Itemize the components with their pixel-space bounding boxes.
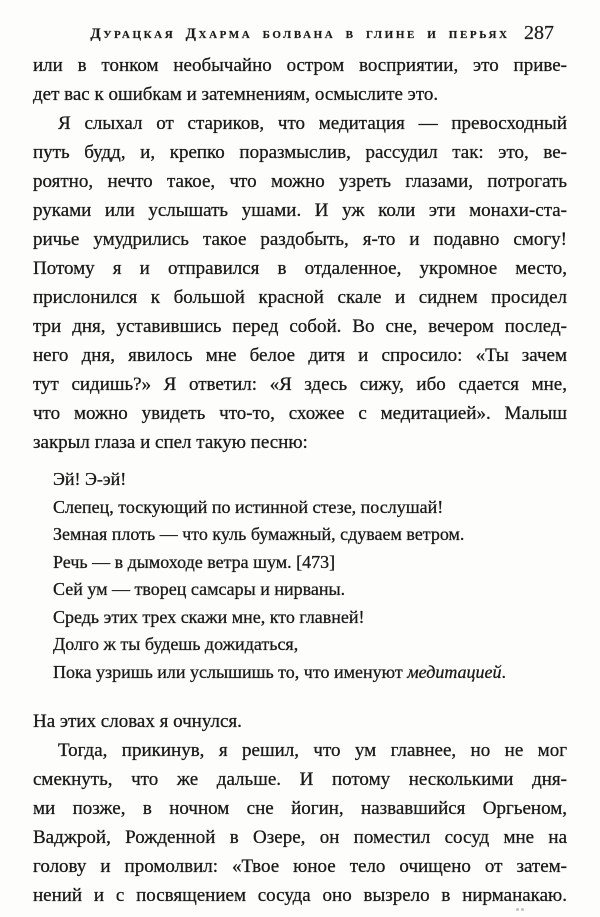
verse-block xyxy=(33,466,567,686)
text-segment: что можно увидеть что-то, схожее с медитацией». Малыш xyxy=(33,403,567,424)
text-segment: На этих словах я очнулся. xyxy=(33,711,242,732)
scan-artifact xyxy=(516,908,519,911)
text-segment: роятно, нечто такое, что можно узреть глазами, потрогать xyxy=(33,171,567,192)
text-line xyxy=(33,254,567,283)
running-header xyxy=(33,22,567,46)
text-segment: Сей ум — творец самсары и нирваны. xyxy=(53,579,346,599)
text-line xyxy=(33,196,567,225)
page-number: 287 xyxy=(524,22,554,44)
text-line xyxy=(53,631,567,659)
text-line xyxy=(33,283,567,312)
text-segment: Слепец, тоскующий по истинной стезе, послушай! xyxy=(53,496,444,517)
paragraph xyxy=(33,707,567,736)
italic-word: медитацией xyxy=(407,661,502,682)
text-segment: ричье умудрились такое раздобыть, я-то и подавно смогу! xyxy=(33,229,567,250)
text-segment: Эй! Э-эй! xyxy=(53,469,127,489)
text-line xyxy=(33,341,567,370)
text-line xyxy=(53,604,567,632)
text-line xyxy=(53,549,567,577)
text-line xyxy=(33,225,567,254)
text-segment: нений и с посвящением сосуда оно вызрело в нирманакаю. xyxy=(33,885,567,906)
paragraph xyxy=(33,51,567,109)
text-line xyxy=(33,167,567,196)
page-body xyxy=(33,51,567,910)
text-segment: него дня, явилось мне белое дитя и спросило: «Ты зачем xyxy=(33,345,567,366)
text-line xyxy=(53,466,567,494)
text-segment: Средь этих трех скажи мне, кто главней! xyxy=(53,606,365,627)
text-segment: Ваджрой, Рожденной в Озере, он поместил сосуд мне на xyxy=(33,827,567,848)
text-line xyxy=(33,794,567,823)
text-line xyxy=(33,138,567,167)
text-line xyxy=(33,736,567,765)
text-segment: . xyxy=(501,661,507,682)
text-segment: три дня, уставившись перед собой. Во сне, вечером послед- xyxy=(33,316,567,337)
text-segment: закрыл глаза и спел такую песню: xyxy=(33,432,308,453)
text-line xyxy=(33,51,567,80)
text-segment: смекнуть, что же дальше. И потому несколькими дня- xyxy=(33,769,567,790)
text-line xyxy=(33,80,567,109)
text-segment: ми позже, в ночном сне йогин, назвавшийся Оргьеном, xyxy=(33,798,567,819)
text-line xyxy=(33,370,567,399)
text-segment: Тогда, прикинув, я решил, что ум главнее, но не мог xyxy=(58,740,567,761)
text-segment: Речь — в дымоходе ветра шум. [473] xyxy=(53,551,336,572)
text-line xyxy=(53,494,567,522)
text-segment: голову и промолвил: «Твое юное тело очищено от затем- xyxy=(33,856,567,877)
text-line xyxy=(33,765,567,794)
text-line xyxy=(53,521,567,549)
text-segment: прислонился к большой красной скале и сиднем просидел xyxy=(33,287,567,308)
text-line xyxy=(33,428,567,457)
text-line xyxy=(33,881,567,910)
text-line xyxy=(33,399,567,428)
text-line xyxy=(33,852,567,881)
text-line xyxy=(33,312,567,341)
text-segment: Пока узришь или услышишь то, что именуют xyxy=(53,661,408,682)
paragraph xyxy=(33,109,567,457)
text-segment: или в тонком необычайно остром восприятии, это приве- xyxy=(33,55,567,76)
text-segment: Я слыхал от стариков, что медитация — превосходный xyxy=(58,113,567,134)
paragraph xyxy=(33,736,567,910)
text-segment: путь будд, и, крепко поразмыслив, рассудил так: это, ве- xyxy=(33,142,567,163)
text-segment: дет вас к ошибкам и затемнениям, осмыслите это. xyxy=(33,84,439,105)
text-line xyxy=(33,109,567,138)
text-line xyxy=(33,823,567,852)
text-segment: Потому я и отправился в отдаленное, укромное место, xyxy=(33,258,567,279)
text-line xyxy=(53,659,567,687)
running-header-title: Дурацкая Дхарма болвана в глине и перьях xyxy=(90,26,510,42)
text-line xyxy=(33,707,567,736)
text-segment: Долго ж ты будешь дожидаться, xyxy=(53,634,299,654)
text-segment: Земная плоть — что куль бумажный, сдуваем ветром. xyxy=(53,524,465,544)
text-line xyxy=(53,576,567,604)
text-segment: тут сидишь?» Я ответил: «Я здесь сижу, ибо сдается мне, xyxy=(33,374,567,395)
text-segment: руками или услышать ушами. И уж коли эти монахи-ста- xyxy=(33,200,567,221)
